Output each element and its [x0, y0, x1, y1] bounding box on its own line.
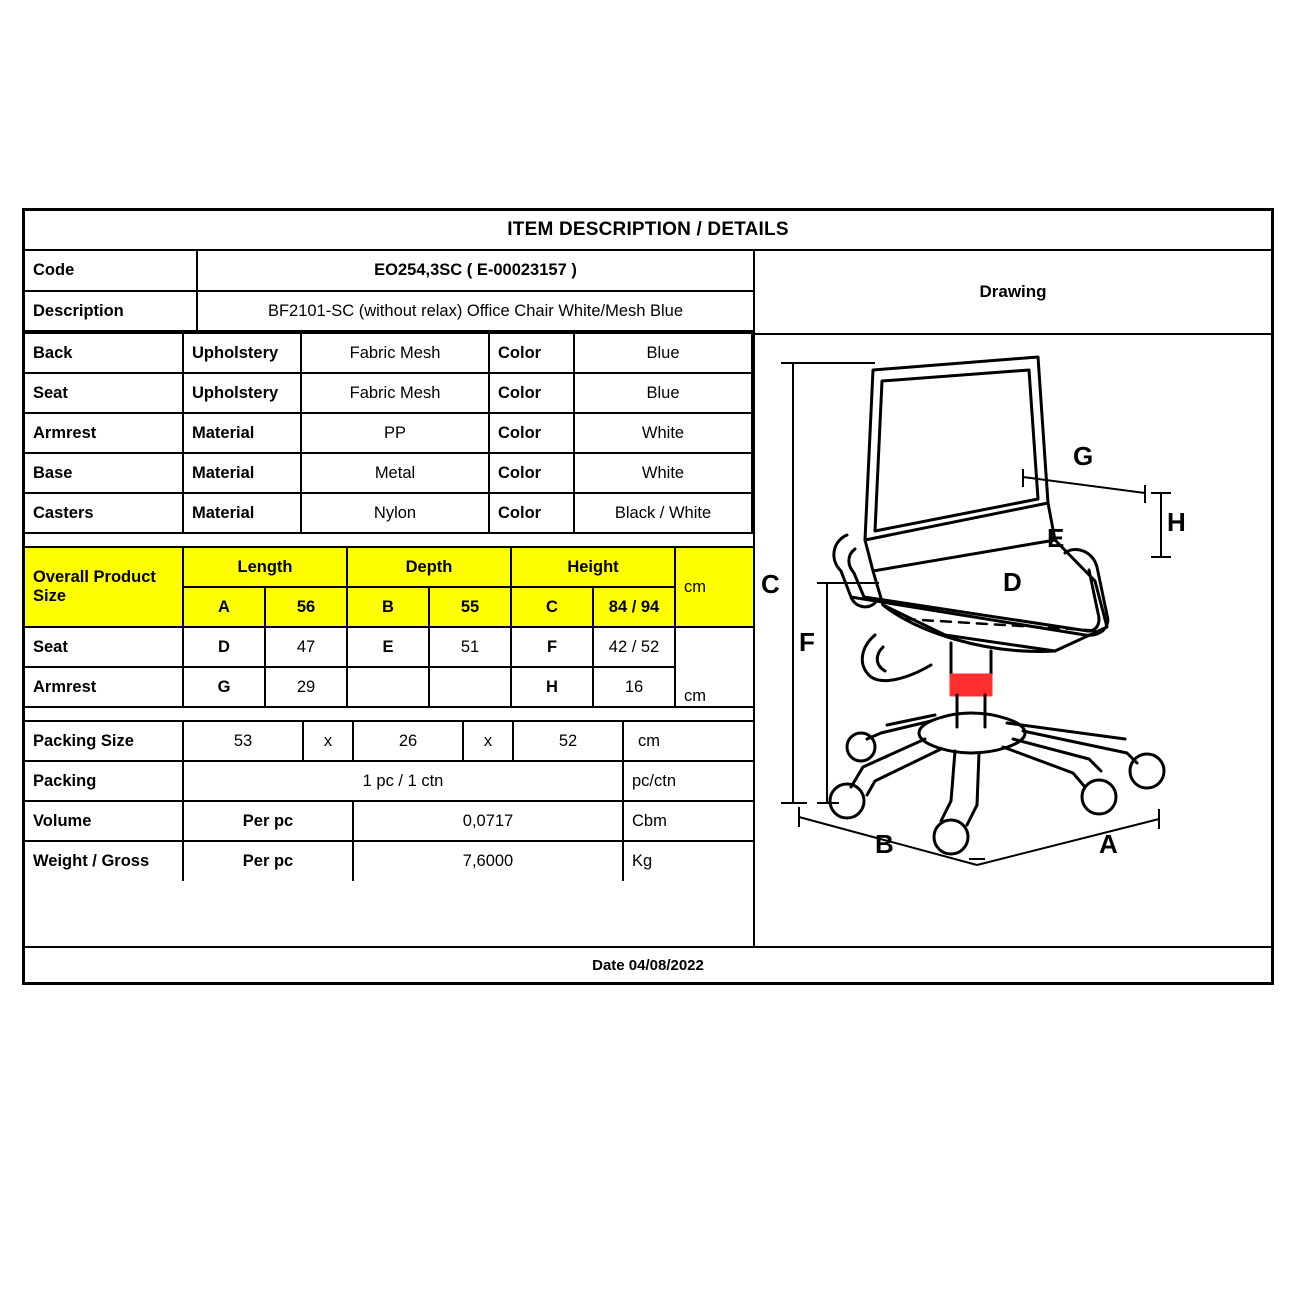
armrest-length-value: 29: [265, 667, 347, 707]
backrest-inner: [875, 370, 1038, 531]
armrest-length-key: G: [183, 667, 265, 707]
drawing-label-e: E: [1047, 523, 1065, 553]
table-row: [25, 493, 752, 533]
armrest-depth-key: [347, 667, 429, 707]
caster-wheel-2: [934, 820, 968, 854]
backrest-outline: [865, 357, 1048, 540]
table-row: [25, 761, 753, 801]
material-part: Back: [25, 333, 183, 373]
caster-leg-2: [941, 751, 955, 821]
material-value: Nylon: [301, 493, 489, 533]
volume-value: 0,0717: [353, 801, 623, 841]
seat-unit: cm: [675, 627, 753, 707]
color-label: Color: [489, 453, 574, 493]
drawing-label-b: B: [875, 829, 894, 859]
packing-size-length: 53: [183, 721, 303, 761]
material-part: Casters: [25, 493, 183, 533]
packing-size-width: 26: [353, 721, 463, 761]
material-part: Seat: [25, 373, 183, 413]
drawing-label-c: C: [761, 569, 780, 599]
table-row: [25, 251, 753, 291]
spacer: [25, 708, 753, 720]
drawing-area: [755, 335, 1271, 946]
packing-size-height: 52: [513, 721, 623, 761]
packing-size-label: Packing Size: [25, 721, 183, 761]
spacer: [25, 534, 753, 546]
packing-size-x1: x: [303, 721, 353, 761]
material-part: Base: [25, 453, 183, 493]
armrest-label: Armrest: [25, 667, 183, 707]
table-row: [25, 373, 752, 413]
material-part: Armrest: [25, 413, 183, 453]
overall-length-value: 56: [265, 587, 347, 627]
table-row: [25, 801, 753, 841]
material-value: Fabric Mesh: [301, 373, 489, 413]
caster-wheel-4: [1130, 754, 1164, 788]
color-label: Color: [489, 373, 574, 413]
description-label: Description: [25, 291, 197, 331]
details-column: [25, 251, 755, 946]
seat-label: Seat: [25, 627, 183, 667]
office-chair-drawing: [755, 335, 1269, 935]
material-attr: Upholstery: [183, 333, 301, 373]
drawing-label-h: H: [1167, 507, 1186, 537]
material-value: Fabric Mesh: [301, 333, 489, 373]
drawing-label-d: D: [1003, 567, 1022, 597]
drawing-label-g: G: [1073, 441, 1094, 471]
armrest-height-key: H: [511, 667, 593, 707]
seat-height-key: F: [511, 627, 593, 667]
table-row: [25, 413, 752, 453]
seat-height-value: 42 / 52: [593, 627, 675, 667]
color-label: Color: [489, 333, 574, 373]
overall-height-value: 84 / 94: [593, 587, 675, 627]
overall-size-label: Overall Product Size: [25, 547, 183, 627]
packing-size-unit: cm: [623, 721, 753, 761]
table-row: [25, 333, 752, 373]
sheet-body: [25, 251, 1271, 946]
weight-value: 7,6000: [353, 841, 623, 881]
volume-per: Per pc: [183, 801, 353, 841]
packing-table: [25, 720, 753, 881]
packing-value: 1 pc / 1 ctn: [183, 761, 623, 801]
seat-depth-key: E: [347, 627, 429, 667]
seat-depth-value: 51: [429, 627, 511, 667]
depth-header: Depth: [347, 547, 511, 587]
drawing-label-f: F: [799, 627, 815, 657]
material-attr: Material: [183, 413, 301, 453]
table-row: [25, 453, 752, 493]
overall-depth-key: B: [347, 587, 429, 627]
description-value: BF2101-SC (without relax) Office Chair White/Mesh Blue: [197, 291, 753, 331]
packing-size-x2: x: [463, 721, 513, 761]
dimensions-table: [25, 546, 753, 708]
overall-length-key: A: [183, 587, 265, 627]
seat-length-value: 47: [265, 627, 347, 667]
overall-depth-value: 55: [429, 587, 511, 627]
identity-table: [25, 251, 753, 332]
color-label: Color: [489, 413, 574, 453]
sheet-title: ITEM DESCRIPTION / DETAILS: [25, 211, 1271, 251]
packing-unit: pc/ctn: [623, 761, 753, 801]
color-value: Black / White: [574, 493, 752, 533]
drawing-column: [755, 251, 1271, 946]
height-header: Height: [511, 547, 675, 587]
spec-sheet-frame: [22, 208, 1274, 985]
table-row: [25, 721, 753, 761]
armrest-height-value: 16: [593, 667, 675, 707]
armrest-right: [1065, 549, 1108, 635]
caster-wheel-1: [830, 784, 864, 818]
sheet-date: Date 04/08/2022: [25, 946, 1271, 982]
drawing-label-a: A: [1099, 829, 1118, 859]
color-value: Blue: [574, 373, 752, 413]
drawing-title: Drawing: [755, 251, 1271, 335]
table-row: [25, 667, 753, 707]
code-label: Code: [25, 251, 197, 291]
weight-unit: Kg: [623, 841, 753, 881]
color-value: Blue: [574, 333, 752, 373]
table-row: [25, 547, 753, 587]
material-attr: Upholstery: [183, 373, 301, 413]
dim-line-g: [1023, 477, 1145, 493]
color-label: Color: [489, 493, 574, 533]
dim-line-a: [977, 819, 1159, 865]
table-row: [25, 627, 753, 667]
material-value: PP: [301, 413, 489, 453]
volume-label: Volume: [25, 801, 183, 841]
caster-leg-3: [1003, 747, 1085, 787]
seat-length-key: D: [183, 627, 265, 667]
weight-label: Weight / Gross: [25, 841, 183, 881]
length-header: Length: [183, 547, 347, 587]
armrest-depth-value: [429, 667, 511, 707]
color-value: White: [574, 413, 752, 453]
caster-wheel-3: [1082, 780, 1116, 814]
overall-unit: cm: [675, 547, 753, 627]
height-lever: [862, 635, 931, 681]
packing-label: Packing: [25, 761, 183, 801]
material-attr: Material: [183, 493, 301, 533]
base-hub: [919, 713, 1025, 753]
caster-wheel-5: [847, 733, 875, 761]
color-value: White: [574, 453, 752, 493]
material-value: Metal: [301, 453, 489, 493]
table-row: [25, 841, 753, 881]
weight-per: Per pc: [183, 841, 353, 881]
table-row: [25, 291, 753, 331]
materials-table: [25, 332, 753, 534]
overall-height-key: C: [511, 587, 593, 627]
code-value: EO254,3SC ( E-00023157 ): [197, 251, 753, 291]
volume-unit: Cbm: [623, 801, 753, 841]
material-attr: Material: [183, 453, 301, 493]
